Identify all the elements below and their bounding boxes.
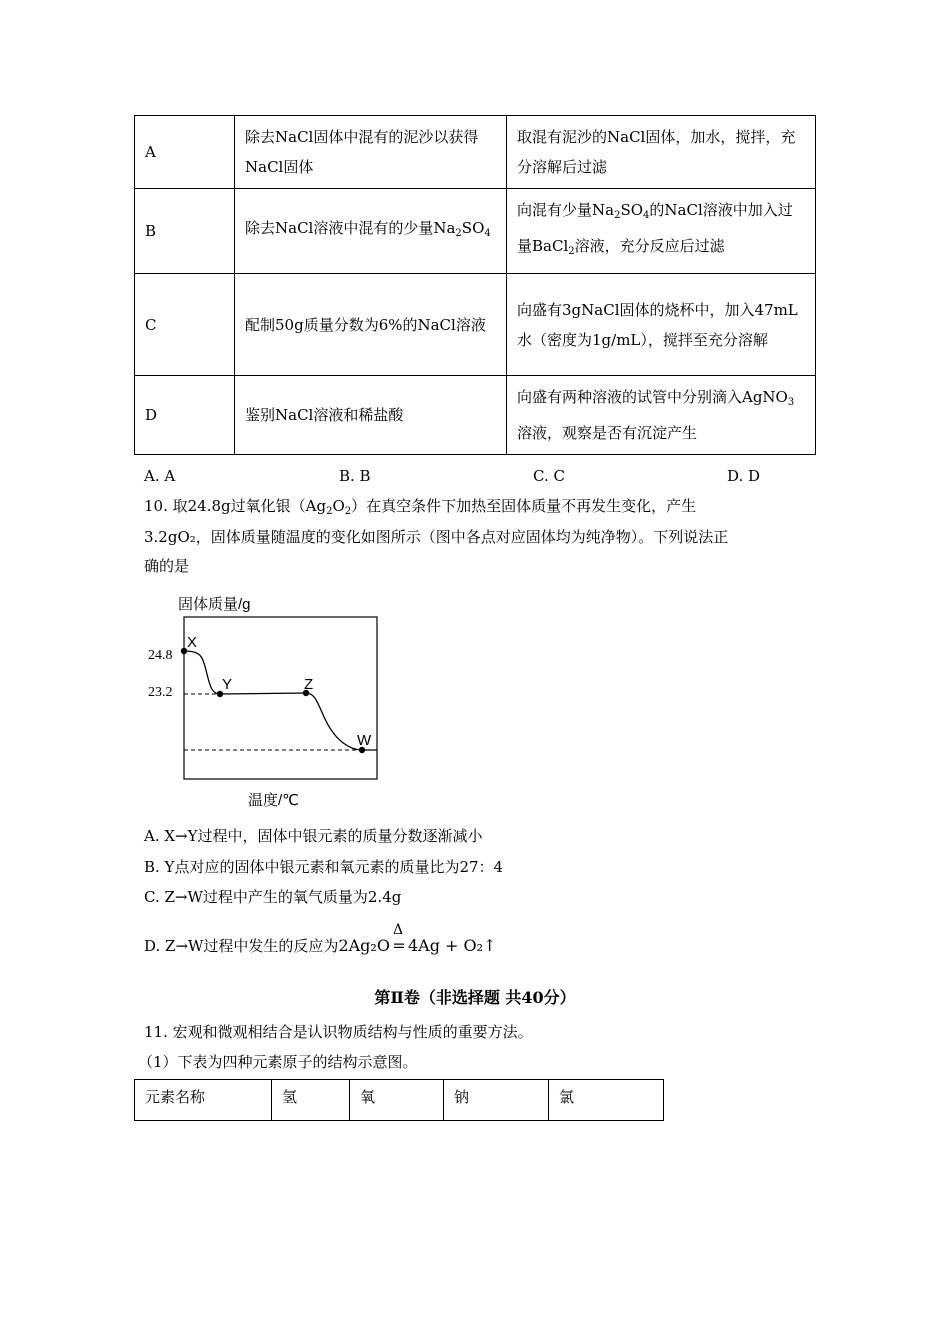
option-label: C bbox=[135, 274, 235, 376]
mass-temperature-chart bbox=[140, 585, 400, 815]
y-tick-23.2: 23.2 bbox=[148, 685, 173, 700]
text: D. Z→W过程中发生的反应为 bbox=[144, 937, 339, 955]
q10-option-c: C. Z→W过程中产生的氧气质量为2.4g bbox=[144, 888, 402, 906]
option-method: 向盛有3gNaCl固体的烧杯中，加入47mL水（密度为1g/mL），搅拌至充分溶解 bbox=[507, 274, 816, 376]
q10-option-b: B. Y点对应的固体中银元素和氧元素的质量比为27：4 bbox=[144, 858, 504, 876]
text: 溶液，充分反应后过滤 bbox=[574, 237, 725, 255]
element-table bbox=[134, 1079, 664, 1121]
choice-d: D. D bbox=[727, 467, 761, 485]
label-x: X bbox=[187, 634, 198, 651]
q10-option-a: A. X→Y过程中，固体中银元素的质量分数逐渐减小 bbox=[144, 827, 483, 845]
option-method bbox=[507, 376, 816, 455]
choice-a: A. A bbox=[144, 467, 176, 485]
text: 向混有少量Na bbox=[517, 201, 615, 219]
equation-left: 2Ag₂O bbox=[338, 936, 390, 955]
choice-b: B. B bbox=[339, 467, 371, 485]
text: 10. 取24.8g过氧化银（Ag bbox=[144, 497, 327, 515]
element-cell: 氯 bbox=[549, 1080, 664, 1121]
options-table bbox=[134, 115, 816, 455]
text: O bbox=[332, 497, 345, 515]
label-y: Y bbox=[222, 676, 233, 693]
table-row bbox=[135, 1080, 664, 1121]
choice-c: C. C bbox=[533, 467, 565, 485]
element-cell: 钠 bbox=[444, 1080, 549, 1121]
table-header: 元素名称 bbox=[135, 1080, 272, 1121]
q10-option-d bbox=[144, 922, 497, 961]
q9-choices bbox=[144, 461, 844, 491]
text: 除去NaCl溶液中混有的少量Na bbox=[245, 219, 456, 237]
option-purpose bbox=[235, 189, 507, 274]
section-heading: 第Ⅱ卷（非选择题 共40分） bbox=[374, 988, 576, 1007]
option-purpose: 除去NaCl固体中混有的泥沙以获得NaCl固体 bbox=[235, 116, 507, 189]
delta-symbol: Δ bbox=[392, 922, 404, 938]
text: 的NaCl溶液中加入过量BaCl bbox=[517, 201, 793, 255]
subscript: 2 bbox=[326, 506, 333, 517]
subscript: 3 bbox=[787, 397, 795, 408]
heating-sign: Δ = bbox=[390, 931, 408, 961]
label-w: W bbox=[357, 732, 372, 749]
mass-curve bbox=[184, 651, 377, 750]
option-method: 取混有泥沙的NaCl固体，加水，搅拌，充分溶解后过滤 bbox=[507, 116, 816, 189]
text: ）在真空条件下加热至固体质量不再发生变化，产生 bbox=[351, 497, 697, 515]
text: SO bbox=[461, 219, 485, 237]
table-row bbox=[135, 116, 816, 189]
table-row bbox=[135, 376, 816, 455]
y-tick-24.8: 24.8 bbox=[148, 648, 173, 663]
q10-line2: 3.2gO₂，固体质量随温度的变化如图所示（图中各点对应固体均为纯净物）。下列说法正 bbox=[144, 528, 729, 546]
subscript: 4 bbox=[643, 210, 650, 221]
element-cell: 氢 bbox=[272, 1080, 350, 1121]
equation bbox=[338, 922, 497, 955]
equation-right: 4Ag + O₂↑ bbox=[407, 936, 497, 955]
subscript: 2 bbox=[344, 506, 352, 517]
subscript: 2 bbox=[455, 228, 462, 239]
text: SO bbox=[620, 201, 644, 219]
subscript: 2 bbox=[568, 246, 575, 257]
text: 溶液，观察是否有沉淀产生 bbox=[517, 424, 698, 442]
label-z: Z bbox=[304, 676, 314, 693]
option-purpose: 鉴别NaCl溶液和稀盐酸 bbox=[235, 376, 507, 455]
table-row bbox=[135, 274, 816, 376]
y-axis-label: 固体质量/g bbox=[178, 596, 251, 613]
q10-line3: 确的是 bbox=[144, 557, 190, 575]
table-row bbox=[135, 189, 816, 274]
option-method bbox=[507, 189, 816, 274]
subscript: 2 bbox=[614, 210, 621, 221]
plot-frame bbox=[184, 617, 377, 779]
option-label: B bbox=[135, 189, 235, 274]
q11-line2: （1）下表为四种元素原子的结构示意图。 bbox=[138, 1053, 418, 1071]
option-label: A bbox=[135, 116, 235, 189]
option-purpose: 配制50g质量分数为6%的NaCl溶液 bbox=[235, 274, 507, 376]
option-label: D bbox=[135, 376, 235, 455]
text: 向盛有两种溶液的试管中分别滴入AgNO bbox=[517, 388, 788, 406]
q11-line1: 11. 宏观和微观相结合是认识物质结构与性质的重要方法。 bbox=[144, 1023, 533, 1041]
subscript: 4 bbox=[484, 228, 491, 239]
element-cell: 氧 bbox=[350, 1080, 444, 1121]
x-axis-label: 温度/℃ bbox=[248, 792, 300, 809]
